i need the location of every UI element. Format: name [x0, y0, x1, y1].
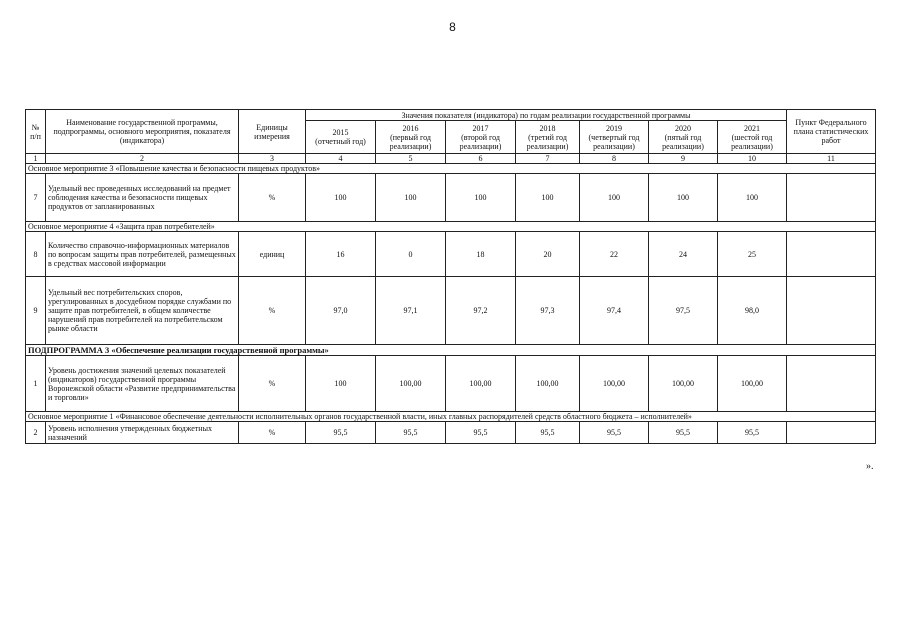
row-value: 97,4	[580, 277, 649, 345]
row-value: 95,5	[718, 422, 787, 444]
row-indicator-name: Уровень исполнения утвержденных бюджетных назначений	[46, 422, 239, 444]
header-num: № п/п	[26, 110, 46, 154]
column-number: 6	[446, 154, 516, 164]
header-year-2016: 2016 (первый год реализации)	[376, 121, 446, 154]
table-row	[26, 232, 876, 277]
row-value: 95,5	[516, 422, 580, 444]
row-value: 22	[580, 232, 649, 277]
row-plan	[787, 174, 876, 222]
column-number: 7	[516, 154, 580, 164]
row-plan	[787, 277, 876, 345]
row-value: 100,00	[376, 356, 446, 412]
row-value: 18	[446, 232, 516, 277]
row-value: 98,0	[718, 277, 787, 345]
row-value: 97,5	[649, 277, 718, 345]
row-indicator-name: Количество справочно-информационных материалов по вопросам защиты прав потребителей, размещенных в средствах массовой информации	[46, 232, 239, 277]
row-value: 24	[649, 232, 718, 277]
row-num: 2	[26, 422, 46, 444]
indicators-table	[25, 109, 876, 444]
row-value: 97,3	[516, 277, 580, 345]
column-number: 10	[718, 154, 787, 164]
column-number: 11	[787, 154, 876, 164]
header-year-2017: 2017 (второй год реализации)	[446, 121, 516, 154]
header-year-2018: 2018 (третий год реализации)	[516, 121, 580, 154]
section-header: Основное мероприятие 1 «Финансовое обеспечение деятельности исполнительных органов государственной власти, иных главных распорядителей средств областного бюджета – исполнителей»	[26, 412, 876, 422]
row-value: 16	[306, 232, 376, 277]
row-value: 100	[306, 174, 376, 222]
row-value: 0	[376, 232, 446, 277]
row-value: 97,0	[306, 277, 376, 345]
page-number: 8	[449, 20, 456, 34]
row-indicator-name: Удельный вес проведенных исследований на предмет соблюдения качества и безопасности пищевых продуктов от запланированных	[46, 174, 239, 222]
row-value: 100	[649, 174, 718, 222]
header-unit: Единицы измерения	[239, 110, 306, 154]
row-value: 100,00	[580, 356, 649, 412]
row-value: 97,1	[376, 277, 446, 345]
row-plan	[787, 356, 876, 412]
row-value: 100,00	[516, 356, 580, 412]
column-number: 5	[376, 154, 446, 164]
header-year-2020: 2020 (пятый год реализации)	[649, 121, 718, 154]
header-years-group: Значения показателя (индикатора) по годам реализации государственной программы	[306, 110, 787, 121]
header-year-2021: 2021 (шестой год реализации)	[718, 121, 787, 154]
closing-quote-mark: ».	[866, 461, 874, 472]
row-value: 100	[516, 174, 580, 222]
row-value: 25	[718, 232, 787, 277]
column-number: 1	[26, 154, 46, 164]
row-value: 100	[718, 174, 787, 222]
row-value: 100,00	[649, 356, 718, 412]
row-value: 95,5	[446, 422, 516, 444]
header-year-2015: 2015 (отчетный год)	[306, 121, 376, 154]
row-value: 95,5	[649, 422, 718, 444]
row-value: 20	[516, 232, 580, 277]
row-value: 100	[376, 174, 446, 222]
section-header: Основное мероприятие 3 «Повышение качества и безопасности пищевых продуктов»	[26, 164, 876, 174]
column-number: 8	[580, 154, 649, 164]
header-name: Наименование государственной программы, подпрограммы, основного мероприятия, показателя (индикатора)	[46, 110, 239, 154]
column-number: 4	[306, 154, 376, 164]
row-indicator-name: Уровень достижения значений целевых показателей (индикаторов) государственной программы Воронежской области «Развитие предпринимательства и торговли»	[46, 356, 239, 412]
row-unit: %	[239, 174, 306, 222]
row-num: 7	[26, 174, 46, 222]
row-value: 100,00	[718, 356, 787, 412]
header-year-2019: 2019 (четвертый год реализации)	[580, 121, 649, 154]
column-number-row	[26, 154, 876, 164]
row-value: 97,2	[446, 277, 516, 345]
row-value: 100,00	[446, 356, 516, 412]
header-plan: Пункт Федерального плана статистических работ	[787, 110, 876, 154]
column-number: 3	[239, 154, 306, 164]
row-value: 100	[580, 174, 649, 222]
column-number: 9	[649, 154, 718, 164]
row-plan	[787, 422, 876, 444]
row-unit: единиц	[239, 232, 306, 277]
row-value: 95,5	[580, 422, 649, 444]
section-header: Основное мероприятие 4 «Защита прав потребителей»	[26, 222, 876, 232]
table-row	[26, 422, 876, 444]
row-unit: %	[239, 422, 306, 444]
table-row	[26, 356, 876, 412]
row-value: 100	[446, 174, 516, 222]
row-num: 1	[26, 356, 46, 412]
row-num: 9	[26, 277, 46, 345]
table-row	[26, 174, 876, 222]
row-unit: %	[239, 277, 306, 345]
row-value: 95,5	[306, 422, 376, 444]
subprogram-header: ПОДПРОГРАММА 3 «Обеспечение реализации государственной программы»	[26, 345, 876, 356]
row-value: 95,5	[376, 422, 446, 444]
column-number: 2	[46, 154, 239, 164]
row-indicator-name: Удельный вес потребительских споров, урегулированных в досудебном порядке службами по защите прав потребителей, в общем количестве нарушений прав потребителей на потребительском рынке области	[46, 277, 239, 345]
row-num: 8	[26, 232, 46, 277]
row-plan	[787, 232, 876, 277]
table-row	[26, 277, 876, 345]
row-unit: %	[239, 356, 306, 412]
row-value: 100	[306, 356, 376, 412]
